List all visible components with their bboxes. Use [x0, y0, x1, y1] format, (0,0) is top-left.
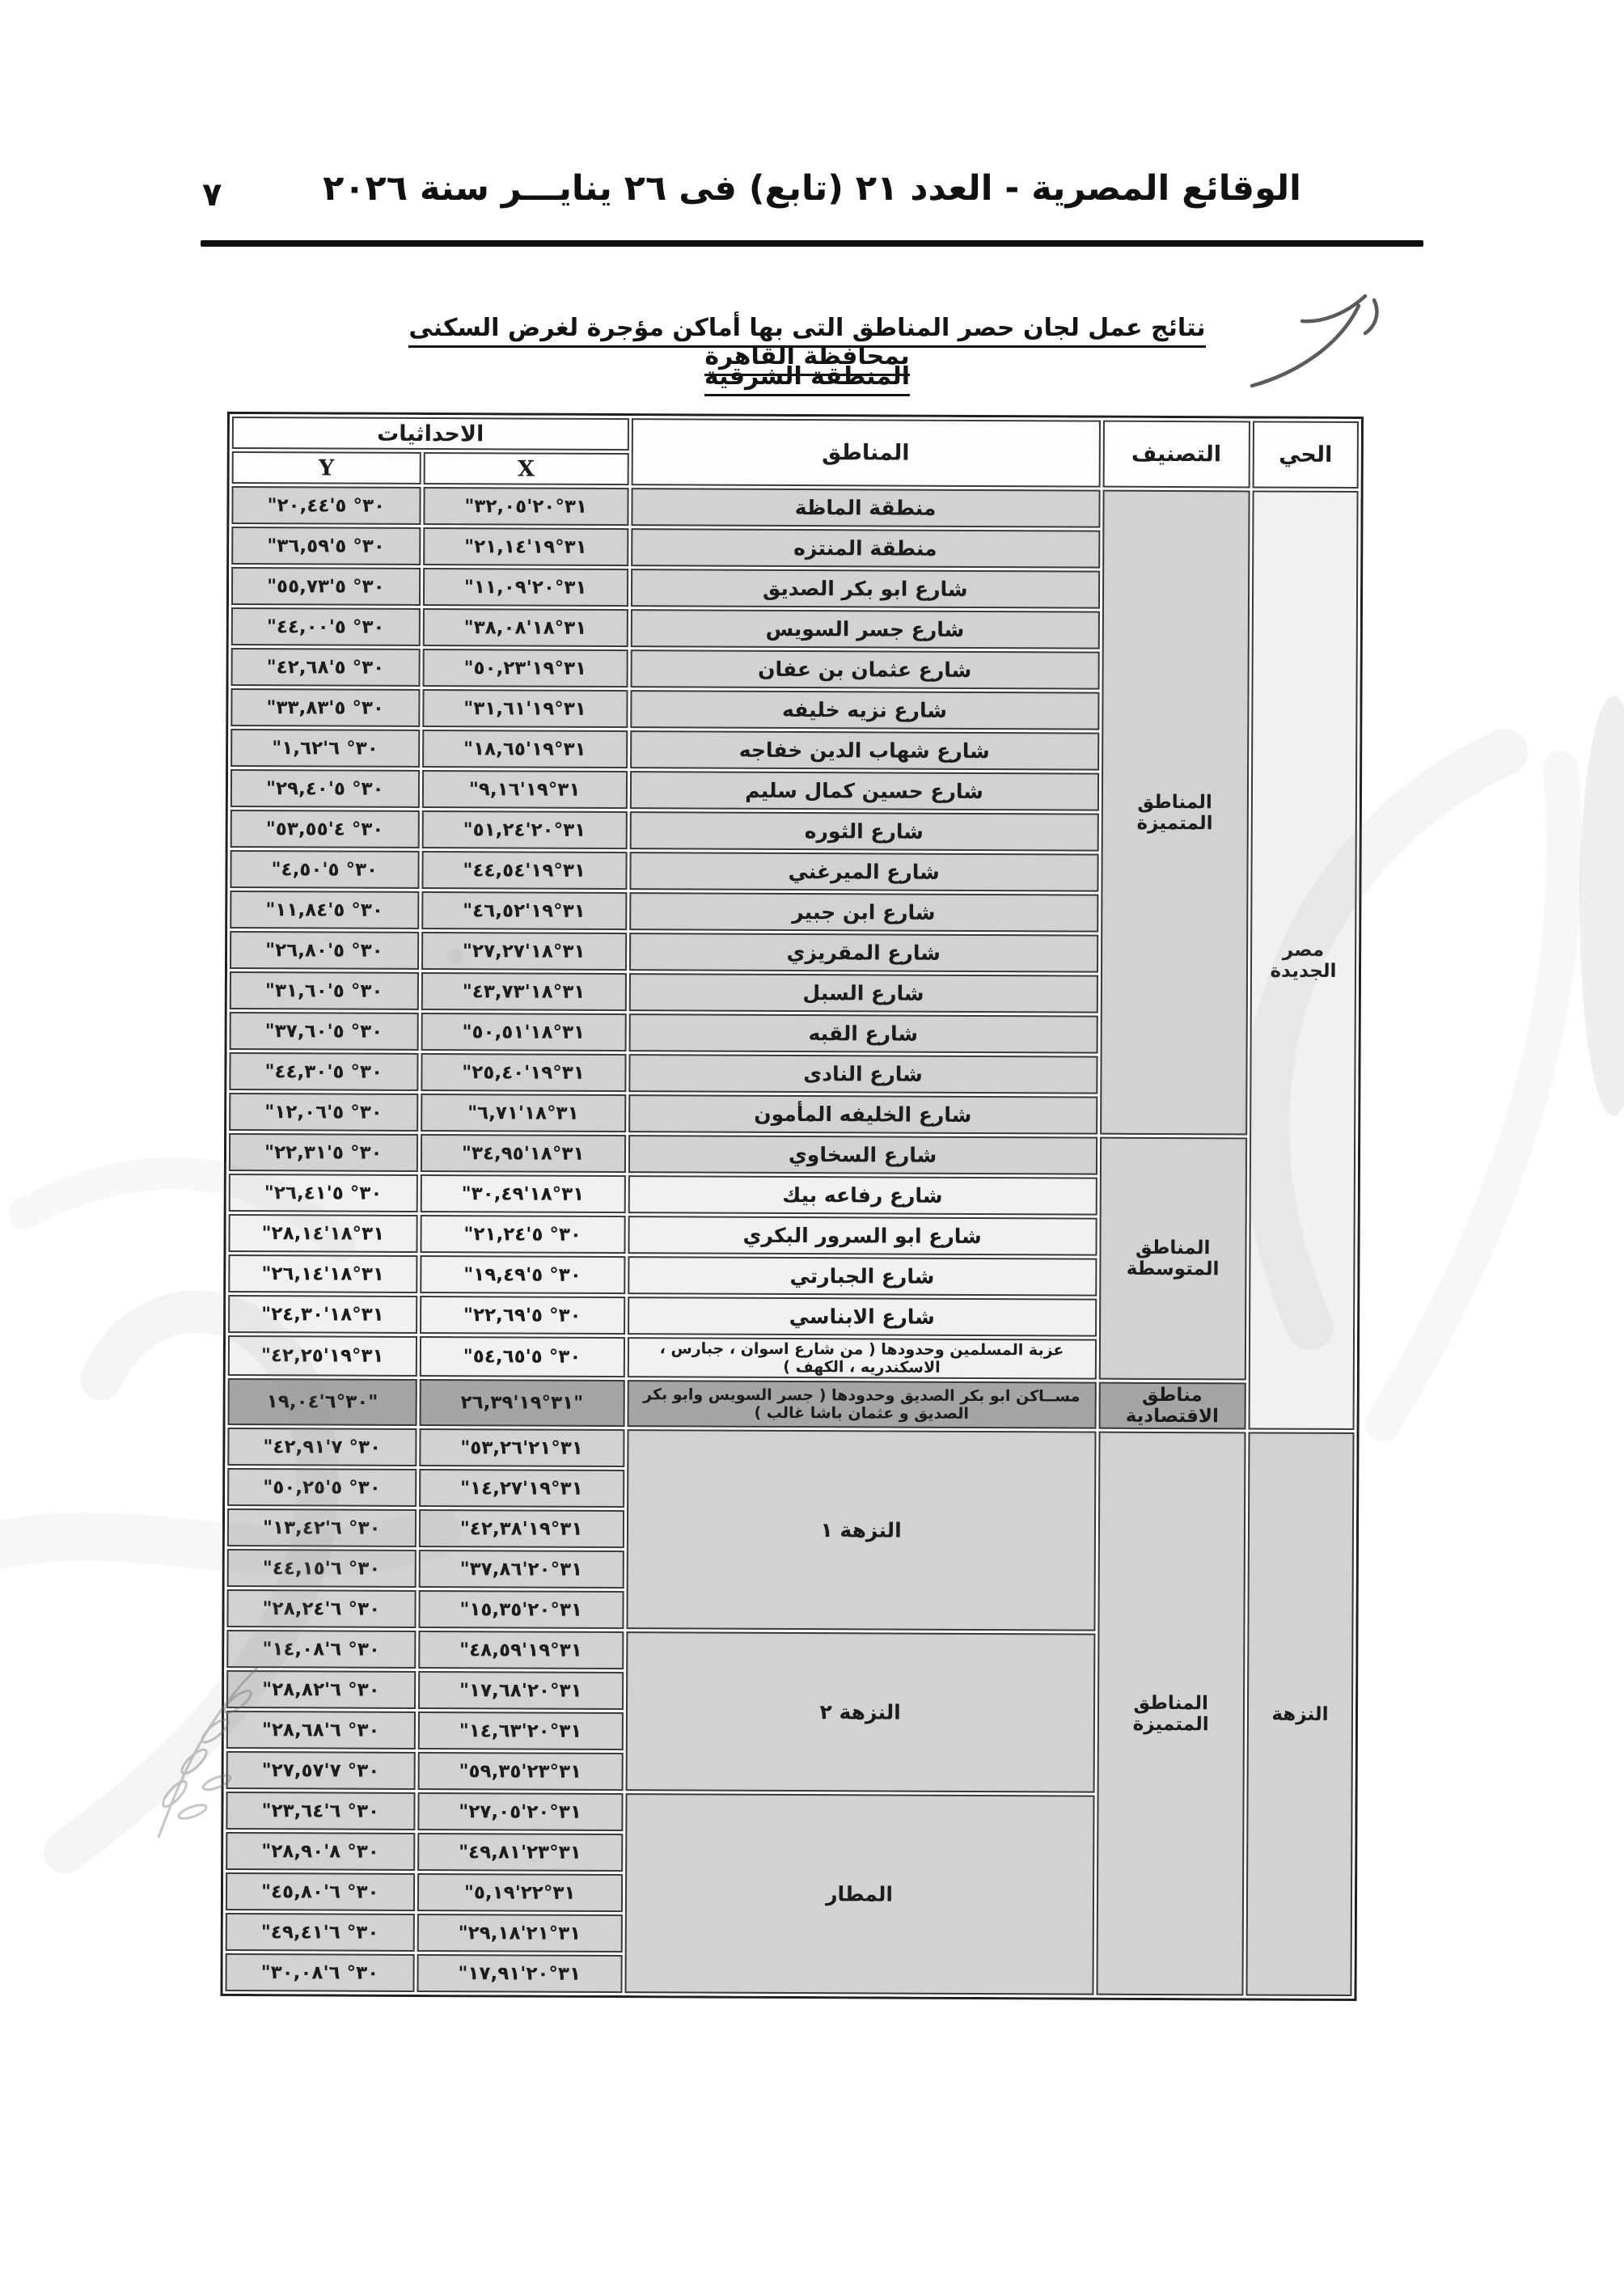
area-cell: شارع ابو السرور البكري	[628, 1216, 1097, 1256]
x-coordinate-cell: ٣١°١٨'٦,٧١"	[421, 1094, 626, 1132]
classification-cell: مناطق الاقتصادية	[1098, 1382, 1246, 1430]
y-coordinate-cell: ٣٠° ٧'٢٧,٥٧"	[226, 1751, 416, 1790]
column-header-areas: المناطق	[631, 418, 1100, 488]
y-coordinate-cell: ٣٠° ٥'٢٩,٤٠"	[230, 769, 420, 808]
document-title-text: نتائج عمل لجان حصر المناطق التى بها أماكن مؤجرة لغرض السكنى بمحافظة القاهرة	[408, 314, 1205, 376]
x-coordinate-cell: ٣٠° ٥'٢١,٢٤"	[420, 1215, 625, 1254]
area-cell: منطقة الماظة	[631, 488, 1100, 528]
x-coordinate-cell: ٣١°١٨'٤٣,٧٣"	[421, 972, 626, 1011]
column-header-y: Y	[232, 451, 421, 484]
district-cell: مصر الجديدة	[1248, 490, 1358, 1430]
y-coordinate-cell: ٣٠° ٦'١٤,٠٨"	[226, 1630, 416, 1669]
table-row	[227, 1428, 1354, 1470]
y-coordinate-cell: ٣٠° ٥'٢٠,٤٤"	[231, 486, 421, 525]
x-coordinate-cell: ٣١°٢٣'٤٩,٨١"	[417, 1833, 623, 1872]
area-cell: شارع الابناسي	[628, 1297, 1097, 1337]
document-subtitle-text: المنطقة الشرقية	[704, 362, 910, 396]
x-coordinate-cell: ٣١°٢٠'١١,٠٩"	[423, 568, 628, 607]
table-header	[232, 417, 1359, 489]
table-row	[228, 1378, 1355, 1430]
x-coordinate-cell: ٣١°٢٠'١٤,٦٣"	[417, 1711, 623, 1750]
area-cell: شارع نزيه خليفه	[630, 690, 1099, 730]
y-coordinate-cell: ٣٠° ٦'٢٨,٢٤"	[226, 1589, 416, 1628]
y-coordinate-cell: ٣١°١٨'٢٨,١٤"	[228, 1214, 417, 1253]
area-cell: شارع النادى	[628, 1054, 1097, 1094]
x-coordinate-cell: ٣١°١٩'٣١,٦١"	[422, 689, 628, 728]
x-coordinate-cell: ٣١°٢٣'٥٩,٣٥"	[417, 1752, 623, 1791]
classification-cell: المناطق المتميزة	[1096, 1432, 1245, 1996]
y-coordinate-cell: ٣٠° ٥'٤٤,٣٠"	[229, 1052, 418, 1091]
gazette-header: الوقائع المصرية - العدد ٢١ (تابع) فى ٢٦ ينايـــر سنة ٢٠٢٦	[323, 168, 1301, 209]
y-coordinate-cell: ٣٠° ٥'٣١,٦٠"	[230, 971, 419, 1010]
header-rule	[201, 240, 1423, 247]
x-coordinate-cell: ٣١°٢٠'٥١,٢٤"	[421, 810, 627, 849]
area-cell: شارع الميرغني	[629, 852, 1098, 892]
x-coordinate-cell: ٣١°١٨'٣٨,٠٨"	[422, 608, 628, 647]
y-coordinate-cell: ٣١°١٨'٢٦,١٤"	[228, 1254, 417, 1293]
survey-results-table	[220, 412, 1364, 2001]
column-header-district: الحي	[1252, 421, 1358, 489]
y-coordinate-cell: ٣٠° ٥'٢٦,٤١"	[229, 1174, 418, 1212]
y-coordinate-cell: ٣٠° ٦'٢٣,٦٤"	[226, 1792, 415, 1830]
area-cell: شارع السخاوي	[628, 1135, 1097, 1175]
y-coordinate-cell: ٣٠° ٦'٣٠,٠٨"	[225, 1953, 414, 1992]
y-coordinate-cell: ٣٠° ٥'٣٦,٥٩"	[231, 527, 421, 565]
area-cell: شارع ابو بكر الصديق	[631, 569, 1100, 609]
area-cell: النزهة ٢	[625, 1631, 1095, 1793]
y-coordinate-cell: ٣٠° ٦'٢٨,٨٢"	[226, 1670, 416, 1709]
y-coordinate-cell: ٣٠°٦'١٩,٠٤"	[228, 1378, 417, 1426]
x-coordinate-cell: ٣١°٢٠'١٧,٩١"	[417, 1954, 622, 1993]
x-coordinate-cell: ٣١°٢٢'٥,١٩"	[417, 1873, 623, 1912]
district-cell: النزهة	[1245, 1432, 1354, 1996]
y-coordinate-cell: ٣٠° ٦'٤٩,٤١"	[226, 1913, 415, 1952]
y-coordinate-cell: ٣٠° ٥'٣٧,٦٠"	[230, 1012, 419, 1051]
area-cell: شارع القبه	[628, 1013, 1097, 1054]
x-coordinate-cell: ٣١°١٩'٢١,١٤"	[423, 527, 628, 566]
area-cell: شارع الثوره	[629, 811, 1098, 852]
area-cell: شارع حسين كمال سليم	[630, 771, 1099, 811]
y-coordinate-cell: ٣٠° ٦'١,٦٢"	[230, 729, 420, 768]
x-coordinate-cell: ٣١°٢٠'٢٧,٠٥"	[417, 1792, 623, 1831]
page-number: ٧	[202, 176, 222, 214]
classification-cell: المناطق المتميزة	[1100, 490, 1250, 1136]
x-coordinate-cell: ٣١°١٨'٥٠,٥١"	[421, 1013, 626, 1051]
x-coordinate-cell: ٣١°١٨'٣٤,٩٥"	[421, 1134, 626, 1173]
classification-cell: المناطق المتوسطة	[1098, 1137, 1247, 1381]
table-row	[229, 1133, 1355, 1176]
y-coordinate-cell: ٣٠° ٤'٥٣,٥٥"	[230, 810, 420, 848]
y-coordinate-cell: ٣٠° ٦'٢٨,٦٨"	[226, 1711, 416, 1749]
x-coordinate-cell: ٣١°١٩'٤٨,٥٩"	[418, 1631, 624, 1669]
y-coordinate-cell: ٣٠° ٦'١٣,٤٢"	[227, 1508, 417, 1547]
x-coordinate-cell: ٣١°١٩'٢٥,٤٠"	[421, 1053, 626, 1092]
x-coordinate-cell: ٣١°٢١'٢٩,١٨"	[417, 1914, 622, 1952]
x-coordinate-cell: ٣٠° ٥'١٩,٤٩"	[420, 1255, 625, 1294]
x-coordinate-cell: ٣٠° ٥'٥٤,٦٥"	[419, 1336, 624, 1377]
y-coordinate-cell: ٣٠° ٧'٤٢,٩١"	[227, 1428, 417, 1466]
x-coordinate-cell: ٣١°١٩'٤٤,٥٤"	[421, 851, 627, 890]
x-coordinate-cell: ٣١°١٩'٤٦,٥٢"	[421, 891, 627, 930]
y-coordinate-cell: ٣٠° ٥'٤,٥٠"	[230, 850, 419, 889]
y-coordinate-cell: ٣٠° ٥'١٢,٠٦"	[229, 1093, 418, 1132]
y-coordinate-cell: ٣١°١٨'٢٤,٣٠"	[228, 1295, 417, 1334]
x-coordinate-cell: ٣١°٢٠'٣٧,٨٦"	[418, 1550, 624, 1589]
area-cell: مســاكن ابو بكر الصديق وحدودها ( جسر السويس وابو بكر الصديق و عثمان باشا غالب )	[627, 1380, 1096, 1429]
x-coordinate-cell: ٣١°١٩'٤٢,٣٨"	[419, 1509, 624, 1548]
x-coordinate-cell: ٣١°١٨'٣٠,٤٩"	[420, 1174, 625, 1213]
results-table	[222, 414, 1361, 1999]
area-cell: النزهة ١	[626, 1429, 1096, 1631]
area-cell: شارع ابن جبير	[629, 892, 1098, 933]
x-coordinate-cell: ٣١°٢٠'١٧,٦٨"	[418, 1671, 624, 1710]
table-row	[231, 486, 1358, 529]
document-subtitle	[403, 362, 1212, 391]
table-body	[225, 486, 1358, 1996]
y-coordinate-cell: ٣٠° ٥'٣٣,٨٣"	[230, 688, 420, 727]
x-coordinate-cell: ٣١°١٩'٢٦,٣٩"	[419, 1379, 624, 1427]
column-header-coordinates: الاحداثيات	[232, 417, 629, 451]
y-coordinate-cell: ٣٠° ٥'٥٥,٧٣"	[231, 567, 421, 606]
y-coordinate-cell: ٣٠° ٦'٤٥,٨٠"	[226, 1872, 415, 1911]
area-cell: المطار	[624, 1793, 1094, 1995]
y-coordinate-cell: ٣٠° ٥'٢٦,٨٠"	[230, 931, 419, 970]
column-header-classification: التصنيف	[1102, 421, 1250, 489]
column-header-x: X	[423, 452, 628, 485]
y-coordinate-cell: ٣٠° ٦'٤٤,١٥"	[227, 1549, 417, 1588]
area-cell: شارع عثمان بن عفان	[630, 649, 1099, 690]
x-coordinate-cell: ٣١°١٩'١٤,٢٧"	[419, 1469, 624, 1508]
y-coordinate-cell: ٣٠° ٥'١١,٨٤"	[230, 891, 419, 929]
area-cell: شارع جسر السويس	[630, 609, 1099, 649]
y-coordinate-cell: ٣٠° ٥'٥٠,٢٥"	[227, 1468, 417, 1507]
x-coordinate-cell: ٣١°٢١'٥٣,٢٦"	[419, 1428, 624, 1467]
area-cell: شارع شهاب الدين خفاجه	[630, 730, 1099, 771]
y-coordinate-cell: ٣٠° ٥'٤٢,٦٨"	[231, 648, 421, 687]
area-cell: منطقة المنتزه	[631, 528, 1100, 569]
x-coordinate-cell: ٣١°١٨'٢٧,٢٧"	[421, 932, 627, 971]
area-cell: شارع رفاعه بيك	[628, 1175, 1097, 1216]
y-coordinate-cell: ٣٠° ٨'٢٨,٩٠"	[226, 1832, 415, 1871]
y-coordinate-cell: ٣٠° ٥'٢٢,٣١"	[229, 1133, 418, 1172]
x-coordinate-cell: ٣١°١٩'٩,١٦"	[421, 770, 627, 809]
x-coordinate-cell: ٣٠° ٥'٢٢,٦٩"	[420, 1296, 625, 1335]
x-coordinate-cell: ٣١°١٩'٥٠,٢٣"	[422, 649, 628, 687]
area-cell: عزبة المسلمين وحدودها ( من شارع اسوان ، جبارس ، الاسكندريه ، الكهف )	[627, 1337, 1096, 1380]
x-coordinate-cell: ٣١°٢٠'١٥,٣٥"	[418, 1590, 624, 1629]
area-cell: شارع المقريزي	[629, 933, 1098, 973]
x-coordinate-cell: ٣١°١٩'١٨,٦٥"	[422, 730, 628, 768]
area-cell: شارع الجبارتي	[628, 1256, 1097, 1297]
y-coordinate-cell: ٣١°١٩'٤٢,٢٥"	[228, 1335, 417, 1377]
x-coordinate-cell: ٣١°٢٠'٣٢,٠٥"	[423, 487, 628, 526]
area-cell: شارع السبل	[628, 973, 1097, 1013]
y-coordinate-cell: ٣٠° ٥'٤٤,٠٠"	[231, 607, 421, 646]
area-cell: شارع الخليفه المأمون	[628, 1094, 1097, 1135]
